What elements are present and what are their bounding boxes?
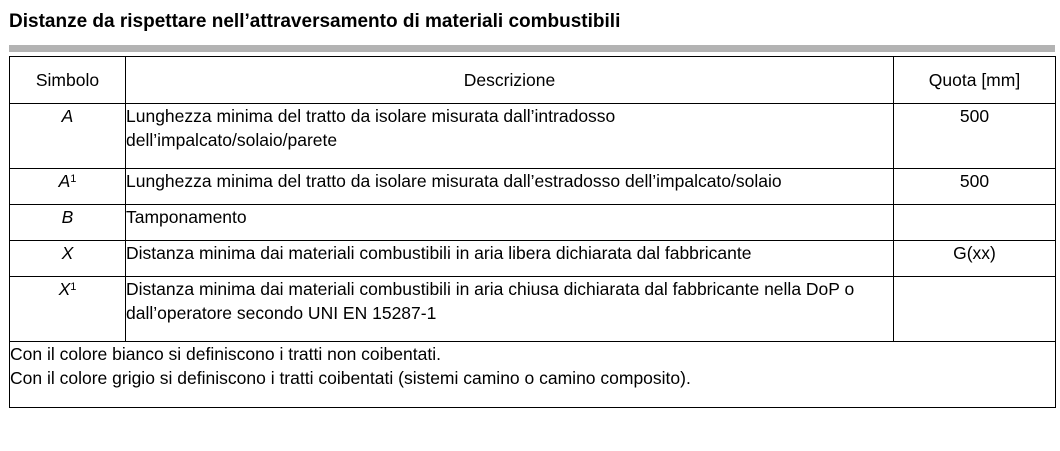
symbol-text: A (58, 171, 71, 191)
symbol-cell (10, 104, 126, 169)
title-rule-divider (9, 45, 1055, 52)
symbol-superscript: 1 (70, 281, 77, 293)
header-quota: Quota [mm] (894, 57, 1056, 104)
symbol-cell (10, 169, 126, 205)
description-cell: Lunghezza minima del tratto da isolare misurata dall’estradosso dell’impalcato/solaio (126, 169, 894, 205)
symbol-text: X (58, 279, 71, 299)
description-cell: Lunghezza minima del tratto da isolare misurata dall’intradosso dell’impalcato/solaio/parete (126, 104, 894, 169)
distances-table (9, 56, 1056, 408)
table-row (10, 241, 1056, 277)
symbol-cell (10, 205, 126, 241)
quota-cell: G(xx) (894, 241, 1056, 277)
notes-cell (10, 342, 1056, 408)
table-row (10, 277, 1056, 342)
quota-cell: 500 (894, 104, 1056, 169)
description-cell: Distanza minima dai materiali combustibili in aria chiusa dichiarata dal fabbricante nella DoP o dall’operatore secondo UNI EN 15287-1 (126, 277, 894, 342)
table-row (10, 104, 1056, 169)
note-white-segments: Con il colore bianco si definiscono i tratti non coibentati. (10, 344, 441, 364)
symbol-cell (10, 277, 126, 342)
symbol-text: X (61, 243, 74, 263)
table-header-row (10, 57, 1056, 104)
table-row (10, 205, 1056, 241)
symbol-cell (10, 241, 126, 277)
quota-cell (894, 205, 1056, 241)
table-row (10, 169, 1056, 205)
description-cell: Distanza minima dai materiali combustibili in aria libera dichiarata dal fabbricante (126, 241, 894, 277)
symbol-text: A (61, 106, 74, 126)
table-notes-row (10, 342, 1056, 408)
page-title: Distanze da rispettare nell’attraversamento di materiali combustibili (9, 11, 621, 32)
header-description: Descrizione (126, 57, 894, 104)
note-grey-segments: Con il colore grigio si definiscono i tratti coibentati (sistemi camino o camino composito). (10, 368, 691, 388)
symbol-text: B (61, 207, 74, 227)
quota-cell (894, 277, 1056, 342)
description-cell: Tamponamento (126, 205, 894, 241)
symbol-superscript: 1 (70, 173, 77, 185)
quota-cell: 500 (894, 169, 1056, 205)
header-symbol: Simbolo (10, 57, 126, 104)
